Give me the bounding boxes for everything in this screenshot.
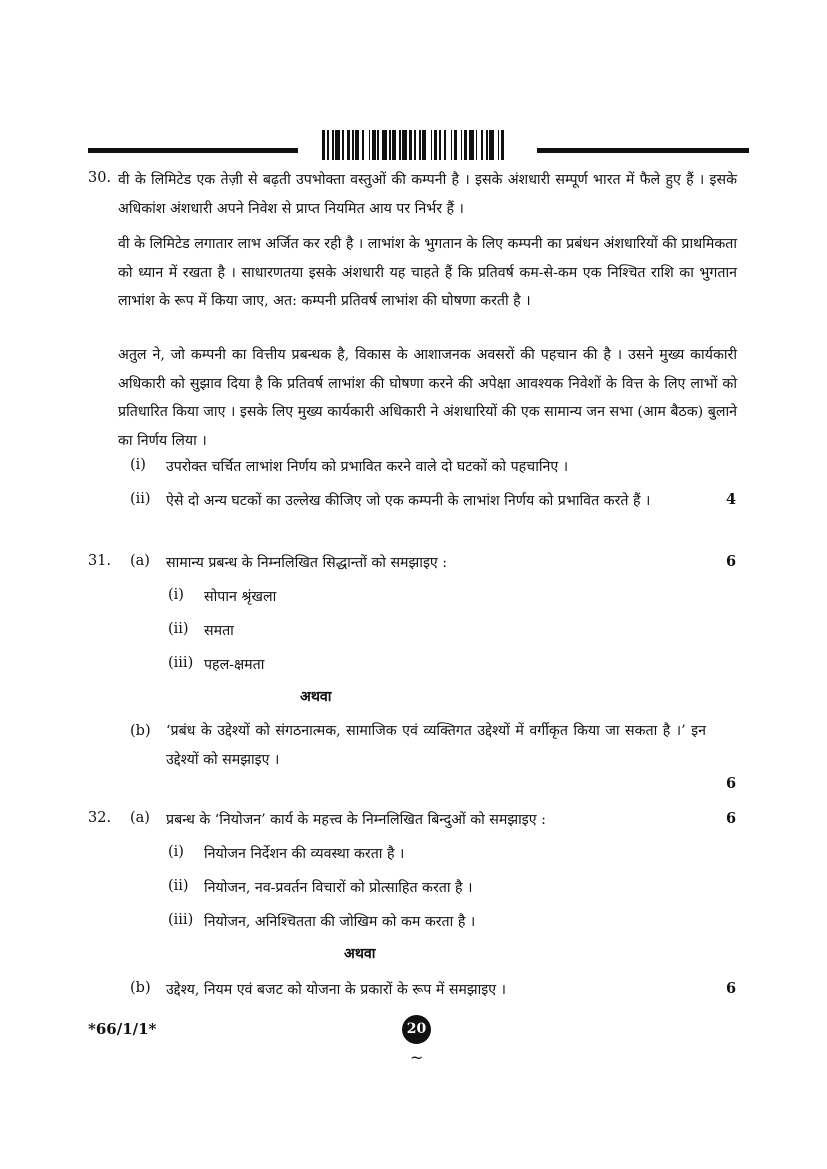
q31-b-text: ‘प्रबंध के उद्देश्यों को संगठनात्मक, सामाजिक एवं व्यक्तिगत उद्देश्यों में वर्गीकृत किया जा सकता है ।’ इन उद्देश्यों को समझाइए ।	[166, 723, 706, 768]
q31-item-text: पहल-क्षमता	[204, 657, 265, 673]
q31-a-label: (a)	[130, 553, 150, 569]
header-rule-right	[537, 148, 749, 153]
q32-b-label: (b)	[130, 980, 151, 996]
q31-a-text: सामान्य प्रबन्ध के निम्नलिखित सिद्धान्तों को समझाइए :	[166, 555, 448, 571]
footer-tilde: ~	[410, 1048, 424, 1067]
paper-code: *66/1/1*	[88, 1020, 157, 1038]
q31-b-label: (b)	[130, 723, 151, 739]
q30-para3: अतुल ने, जो कम्पनी का वित्तीय प्रबन्धक है, विकास के आशाजनक अवसरों की पहचान की है । उसने मुख्य कार्यकारी अधिकारी को सुझाव दिया है कि प्रतिवर्ष लाभांश की घोषणा करने की अपेक्षा आवश्यक निवेशों के वित्त के लिए लाभों को प्रतिधारित किया जाए । इसके लिए मुख्य कार्यकारी अधिकारी ने अंशधारियों की एक सामान्य जन सभा (आम बैठक) बुलाने का निर्णय लिया ।	[118, 347, 737, 449]
q32-a-marks: 6	[726, 810, 737, 827]
q30-sub-i-text: उपरोक्त चर्चित लाभांश निर्णय को प्रभावित करने वाले दो घटकों को पहचानिए ।	[166, 459, 569, 475]
q32-b-marks: 6	[726, 980, 737, 997]
q31-item-text: सोपान श्रृंखला	[204, 589, 277, 605]
q32-item-label: (ii)	[168, 878, 189, 894]
q31-number: 31.	[88, 553, 112, 569]
q32-a-label: (a)	[130, 810, 150, 826]
q32-item-label: (iii)	[168, 912, 194, 928]
header-rule-left	[88, 148, 298, 153]
q32-number: 32.	[88, 810, 112, 826]
q30-para2: वी के लिमिटेड लगातार लाभ अर्जित कर रही है । लाभांश के भुगतान के लिए कम्पनी का प्रबंधन अंशधारियों की प्राथमिकता को ध्यान में रखता है । साधारणतया इसके अंशधारी यह चाहते हैं कि प्रतिवर्ष कम-से-कम एक निश्चित राशि का भुगतान लाभांश के रूप में किया जाए, अत: कम्पनी प्रतिवर्ष लाभांश की घोषणा करती है ।	[118, 236, 737, 309]
q31-a-marks: 6	[726, 553, 737, 570]
q30-para1: वी के लिमिटेड एक तेज़ी से बढ़ती उपभोक्ता वस्तुओं की कम्पनी है । इसके अंशधारी सम्पूर्ण भारत में फैले हुए हैं । इसके अधिकांश अंशधारी अपने निवेश से प्राप्त नियमित आय पर निर्भर हैं ।	[118, 172, 737, 217]
q32-a-text: प्रबन्ध के ‘नियोजन’ कार्य के महत्त्व के निम्नलिखित बिन्दुओं को समझाइए :	[166, 812, 546, 828]
q32-item-text: नियोजन निर्देशन की व्यवस्था करता है ।	[204, 846, 405, 862]
q30-sub-i-label: (i)	[130, 457, 146, 473]
q30-marks: 4	[726, 491, 737, 508]
q31-item-label: (ii)	[168, 621, 189, 637]
q31-item-label: (iii)	[168, 655, 194, 671]
barcode-icon	[322, 130, 506, 160]
q30-sub-ii-label: (ii)	[130, 491, 151, 507]
q31-b-marks: 6	[726, 775, 737, 792]
q31-or: अथवा	[300, 689, 332, 705]
page-number: 20	[402, 1015, 431, 1044]
q32-item-label: (i)	[168, 844, 184, 860]
q30-number: 30.	[88, 170, 112, 186]
q31-item-text: समता	[204, 623, 234, 639]
q32-or: अथवा	[344, 946, 376, 962]
q31-item-label: (i)	[168, 587, 184, 603]
q30-sub-ii-text: ऐसे दो अन्य घटकों का उल्लेख कीजिए जो एक कम्पनी के लाभांश निर्णय को प्रभावित करते हैं ।	[166, 493, 651, 509]
q32-b-text: उद्देश्य, नियम एवं बजट को योजना के प्रकारों के रूप में समझाइए ।	[166, 982, 506, 998]
q32-item-text: नियोजन, नव-प्रवर्तन विचारों को प्रोत्साहित करता है ।	[204, 880, 473, 896]
q32-item-text: नियोजन, अनिश्चितता की जोखिम को कम करता है ।	[204, 914, 476, 930]
